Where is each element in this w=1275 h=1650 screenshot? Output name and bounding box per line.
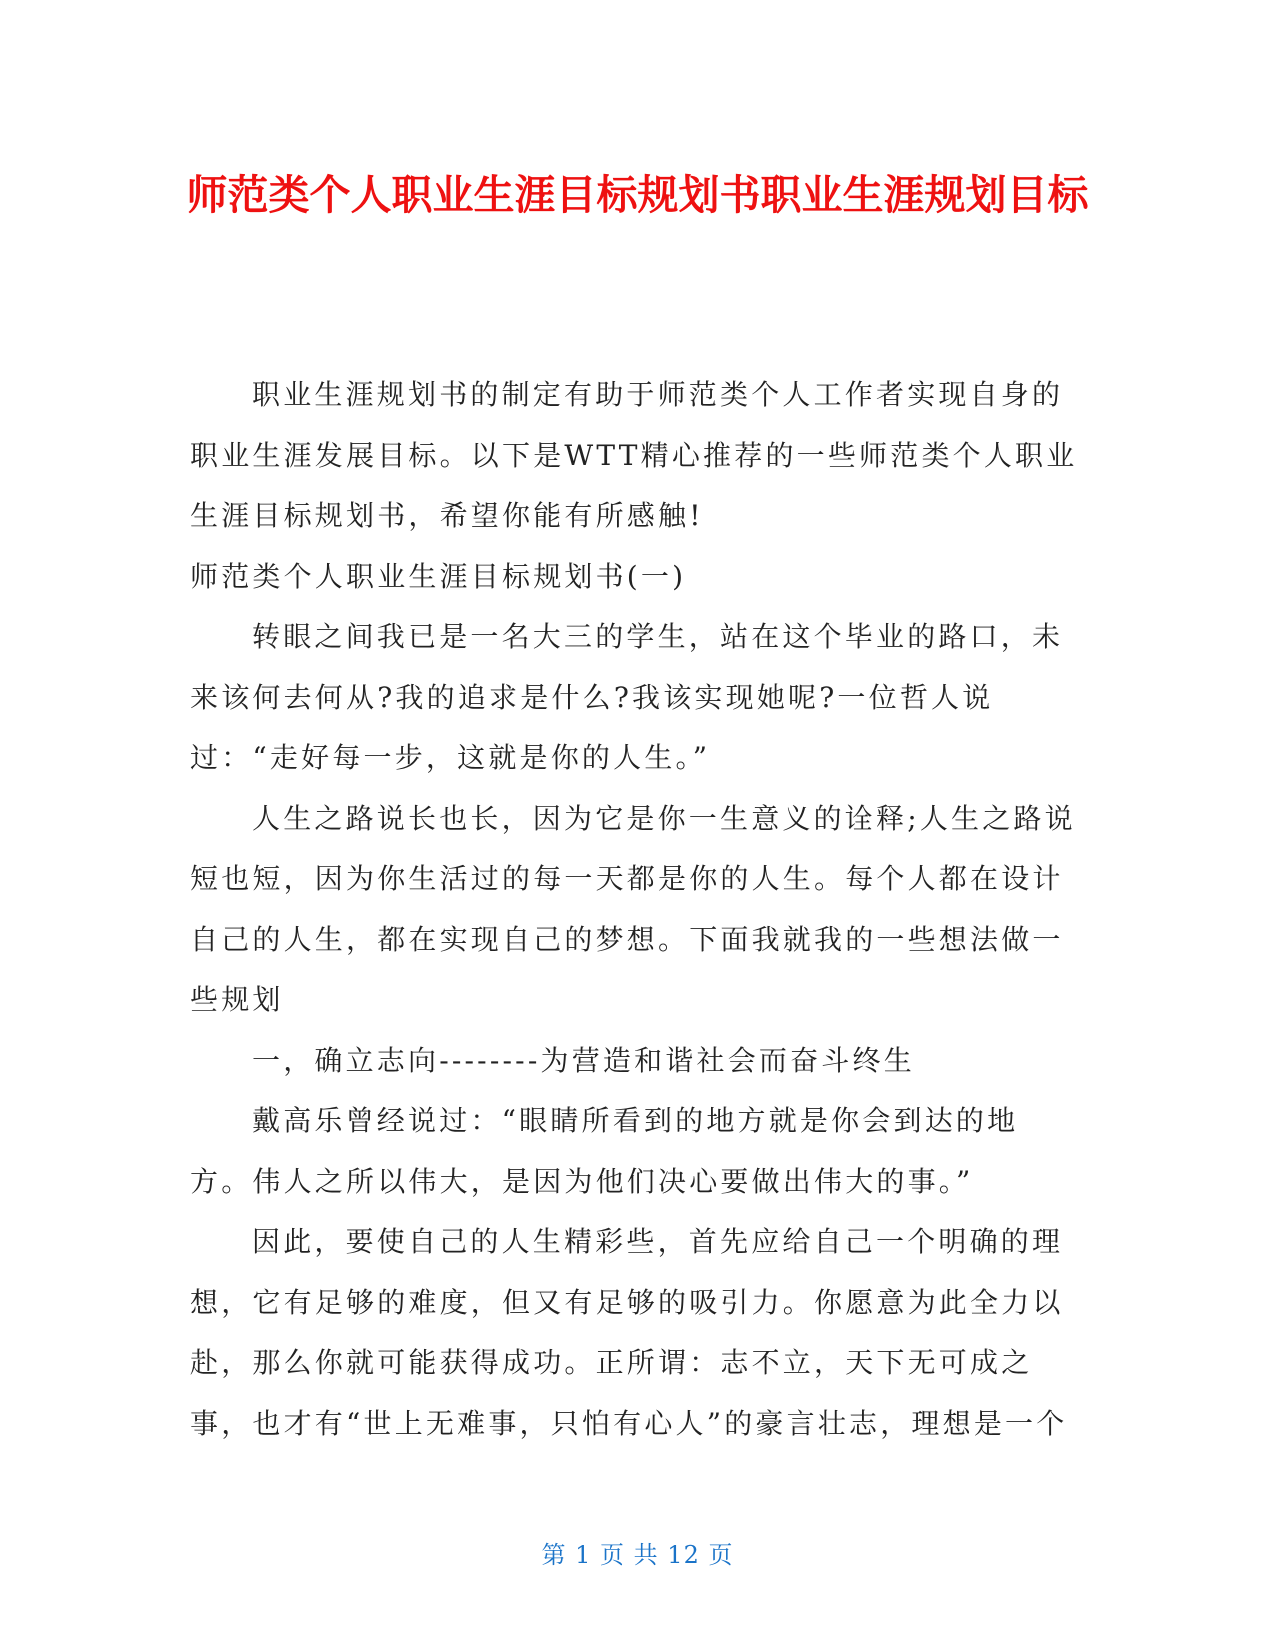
document-body bbox=[190, 365, 1080, 1454]
paragraph-intro: 职业生涯规划书的制定有助于师范类个人工作者实现自身的职业生涯发展目标。以下是WTT精心推荐的一些师范类个人职业生涯目标规划书，希望你能有所感触! bbox=[190, 378, 1078, 532]
paragraph: 戴高乐曾经说过：“眼睛所看到的地方就是你会到达的地方。伟人之所以伟大，是因为他们决心要做出伟大的事。” bbox=[190, 1104, 1019, 1198]
paragraph: 人生之路说长也长，因为它是你一生意义的诠释;人生之路说短也短，因为你生活过的每一天都是你的人生。每个人都在设计自己的人生，都在实现自己的梦想。下面我就我的一些想法做一些规划 bbox=[190, 801, 1076, 1016]
page-number-label: 第 1 页 共 12 页 bbox=[541, 1541, 734, 1569]
paragraph: 转眼之间我已是一名大三的学生，站在这个毕业的路口，未来该何去何从?我的追求是什么?我该实现她呢?一位哲人说过：“走好每一步，这就是你的人生。” bbox=[190, 620, 1064, 774]
page-footer bbox=[0, 1535, 1275, 1570]
section-heading: 师范类个人职业生涯目标规划书(一) bbox=[190, 559, 687, 593]
subsection-heading: 一，确立志向--------为营造和谐社会而奋斗终生 bbox=[252, 1043, 915, 1077]
document-title: 师范类个人职业生涯目标规划书职业生涯规划目标 bbox=[186, 171, 1089, 219]
paragraph: 因此，要使自己的人生精彩些，首先应给自己一个明确的理想，它有足够的难度，但又有足够的吸引力。你愿意为此全力以赴，那么你就可能获得成功。正所谓：志不立，天下无可成之事，也才有“世上无难事，只怕有心人”的豪言壮志，理想是一个 bbox=[190, 1225, 1068, 1440]
